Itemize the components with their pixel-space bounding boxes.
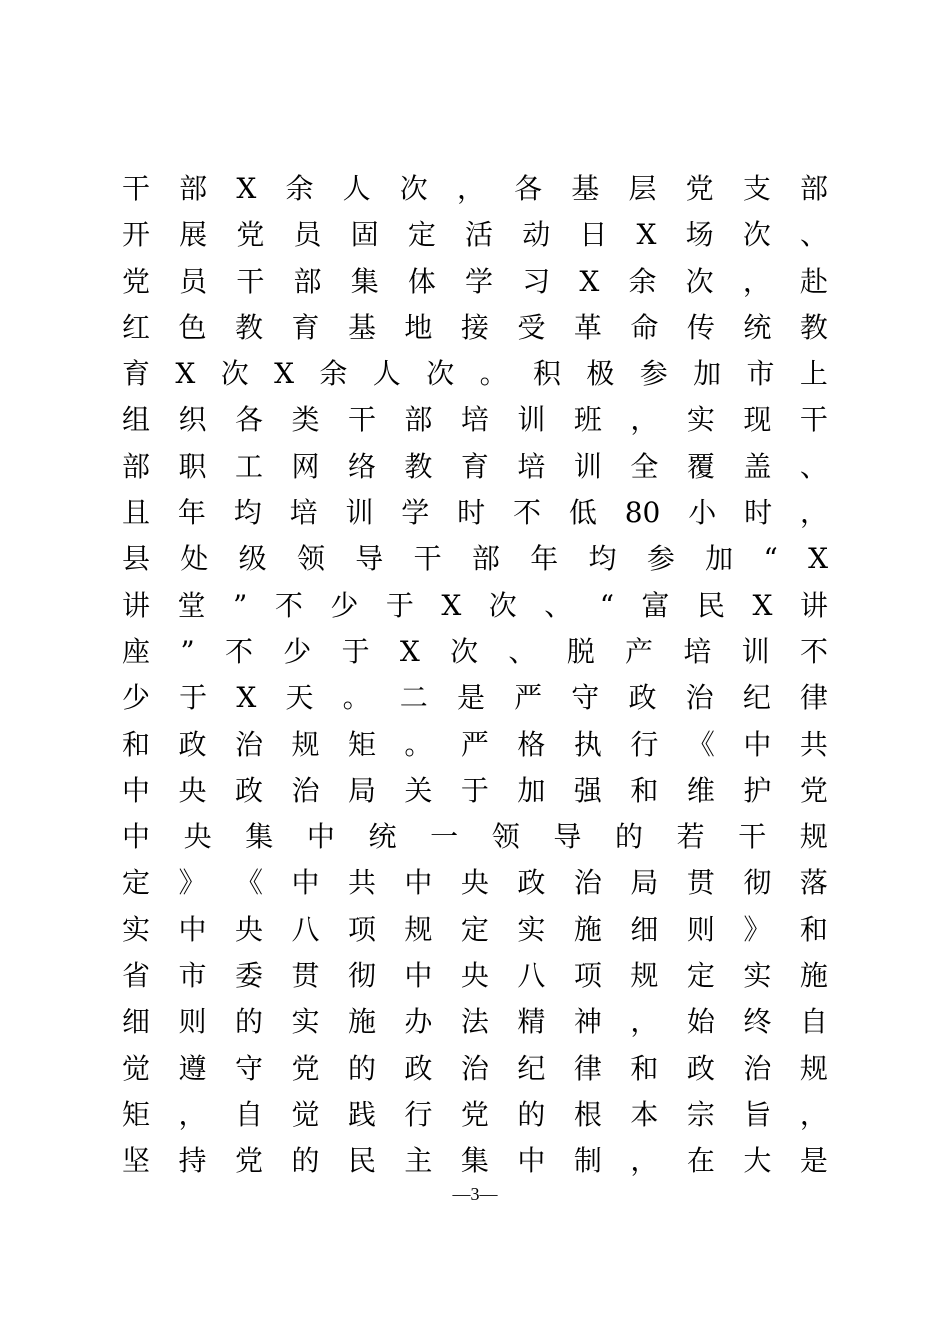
text-line: 矩 ， 自 觉 践 行 党 的 根 本 宗 旨 ，	[122, 1097, 828, 1131]
text-line: 红 色 教 育 基 地 接 受 革 命 传 统 教	[122, 310, 828, 344]
page-number: —3—	[452, 1184, 498, 1204]
text-line: 开 展 党 员 固 定 活 动 日 X 场 次 、	[122, 218, 828, 252]
text-line: 少 于 X 天 。 二 是 严 守 政 治 纪 律	[122, 681, 828, 715]
text-line: 且 年 均 培 训 学 时 不 低 80 小 时 ，	[122, 496, 828, 530]
text-line: 育 X 次 X 余 人 次 。 积 极 参 加 市 上	[122, 357, 828, 391]
text-line: 省 市 委 贯 彻 中 央 八 项 规 定 实 施	[122, 959, 828, 993]
text-line: 部 职 工 网 络 教 育 培 训 全 覆 盖 、	[122, 449, 828, 483]
text-line: 讲 堂 ” 不 少 于 X 次 、 “ 富 民 X 讲	[122, 588, 828, 622]
text-line: 组 织 各 类 干 部 培 训 班 ， 实 现 干	[122, 403, 828, 437]
text-line: 和 政 治 规 矩 。 严 格 执 行 《 中 共	[122, 727, 828, 761]
text-line: 中 央 集 中 统 一 领 导 的 若 干 规	[122, 820, 828, 854]
text-line: 县 处 级 领 导 干 部 年 均 参 加 “ X	[122, 542, 828, 576]
text-line: 实 中 央 八 项 规 定 实 施 细 则 》 和	[122, 912, 828, 946]
text-line: 中 央 政 治 局 关 于 加 强 和 维 护 党	[122, 773, 828, 807]
text-line: 座 ” 不 少 于 X 次 、 脱 产 培 训 不	[122, 634, 828, 668]
text-line: 定 》 《 中 共 中 央 政 治 局 贯 彻 落	[122, 866, 828, 900]
text-line: 干 部 X 余 人 次 ， 各 基 层 党 支 部	[122, 172, 828, 205]
document-body	[122, 166, 828, 1185]
text-line: 细 则 的 实 施 办 法 精 神 ， 始 终 自	[122, 1005, 828, 1039]
text-line: 党 员 干 部 集 体 学 习 X 余 次 ， 赴	[122, 264, 828, 298]
text-line: 坚 持 党 的 民 主 集 中 制 ， 在 大 是	[122, 1144, 828, 1178]
text-line: 觉 遵 守 党 的 政 治 纪 律 和 政 治 规	[122, 1051, 828, 1085]
